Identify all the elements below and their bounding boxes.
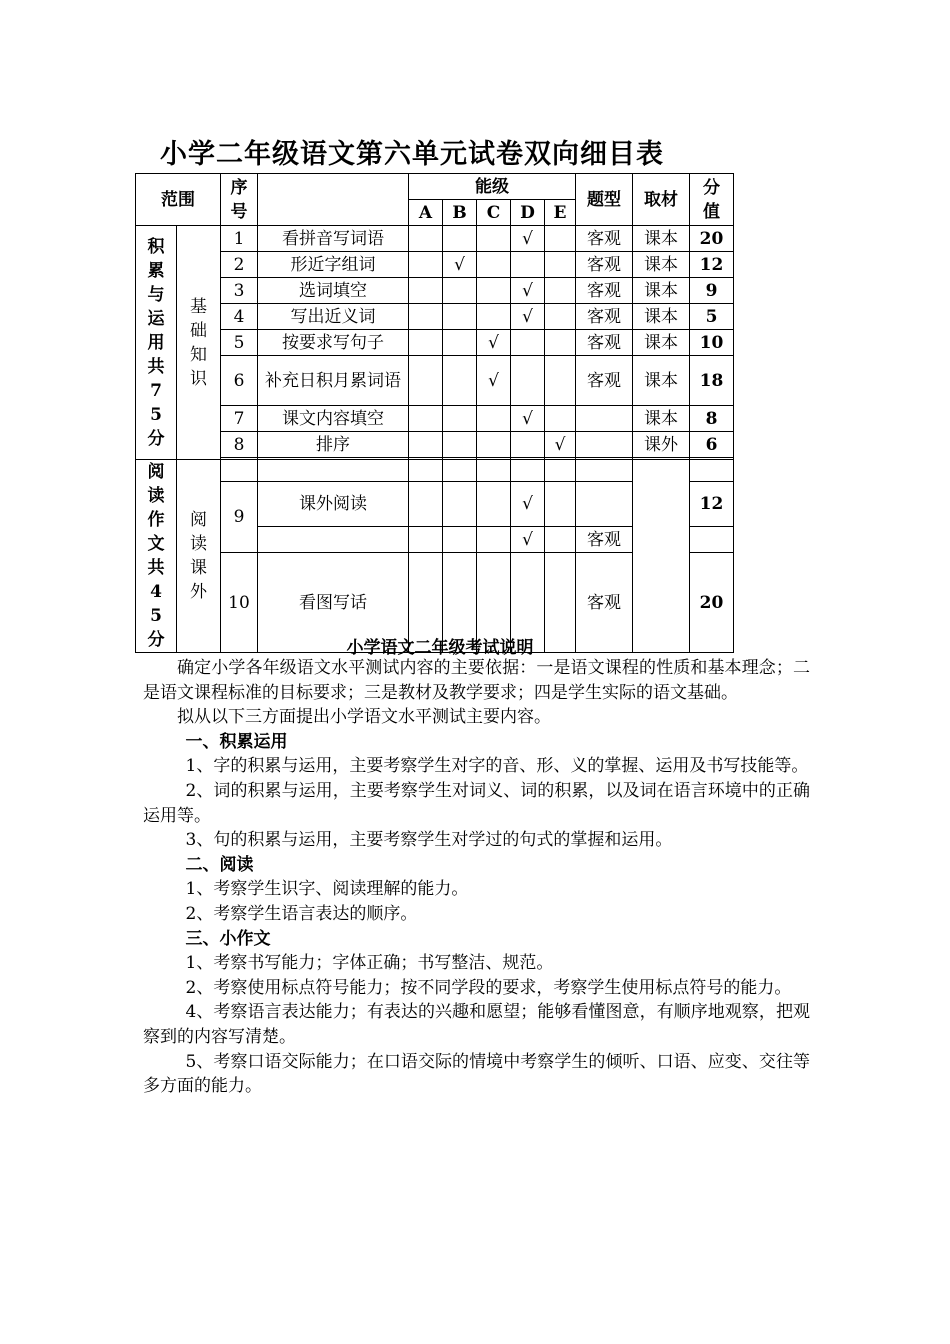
header-type: 题型 — [576, 174, 633, 226]
subsection-basic-knowledge: 基础知识 — [177, 226, 221, 460]
check-mark: √ — [511, 527, 545, 553]
check-mark: √ — [477, 356, 511, 406]
level-a: A — [409, 200, 443, 226]
table-row: 6 补充日积月累词语 √ 客观 课本 18 — [136, 356, 734, 406]
check-mark: √ — [477, 330, 511, 356]
subsection-reading: 阅读课外 — [177, 460, 221, 653]
table-row: 5 按要求写句子 √ 客观 课本 10 — [136, 330, 734, 356]
section-reading-writing: 阅读作文共45分 — [136, 460, 177, 653]
section-heading: 三、小作文 — [185, 928, 271, 949]
check-mark: √ — [545, 432, 576, 458]
header-score: 分值 — [690, 174, 734, 226]
check-mark: √ — [511, 406, 545, 432]
table-row: 积累与运用共75分 基础知识 1 看拼音写词语 √ 客观 课本 20 — [136, 226, 734, 252]
check-mark: √ — [511, 482, 545, 527]
list-item: 3、句的积累与运用，主要考察学生对学过的句式的掌握和运用。 — [185, 830, 673, 851]
header-range: 范围 — [136, 174, 221, 226]
table-row: 3 选词填空 √ 客观 课本 9 — [136, 278, 734, 304]
table-row: 10 看图写话 客观 20 — [136, 553, 734, 653]
section-heading: 二、阅读 — [185, 854, 254, 875]
list-item: 2、考察使用标点符号能力；按不同学段的要求，考察学生使用标点符号的能力。 — [185, 977, 792, 998]
level-b: B — [443, 200, 477, 226]
list-item: 4、考察语言表达能力；有表达的兴趣和愿望；能够看懂图意，有顺序地观察，把观察到的内容写清楚。 — [143, 1002, 810, 1047]
list-item: 1、考察学生识字、阅读理解的能力。 — [185, 879, 469, 900]
list-item: 2、考察学生语言表达的顺序。 — [185, 903, 418, 924]
list-item: 1、考察书写能力；字体正确；书写整洁、规范。 — [185, 953, 554, 974]
table-row: 4 写出近义词 √ 客观 课本 5 — [136, 304, 734, 330]
table-row: 7 课文内容填空 √ 课本 8 — [136, 406, 734, 432]
header-source: 取材 — [633, 174, 690, 226]
header-content — [258, 174, 409, 226]
table-row: √ 客观 — [136, 527, 734, 553]
explanation-title: 小学语文二年级考试说明 — [346, 638, 534, 658]
level-c: C — [477, 200, 511, 226]
intro-paragraph: 确定小学各年级语文水平测试内容的主要依据：一是语文课程的性质和基本理念；二是语文课程标准的目标要求；三是教材及教学要求；四是学生实际的语文基础。 — [143, 658, 810, 703]
check-mark: √ — [511, 226, 545, 252]
table-row: 2 形近字组词 √ 客观 课本 12 — [136, 252, 734, 278]
specification-table — [135, 173, 734, 653]
check-mark: √ — [511, 304, 545, 330]
section-accumulation: 积累与运用共75分 — [136, 226, 177, 460]
page-title: 小学二年级语文第六单元试卷双向细目表 — [160, 139, 664, 170]
table-row: 8 排序 √ 课外 6 — [136, 432, 734, 458]
header-ability: 能级 — [409, 174, 576, 200]
table-row: 9 课外阅读 √ 12 — [136, 482, 734, 527]
section-heading: 一、积累运用 — [185, 731, 288, 752]
header-seq: 序号 — [221, 174, 258, 226]
check-mark: √ — [443, 252, 477, 278]
list-item: 5、考察口语交际能力；在口语交际的情境中考察学生的倾听、口语、应变、交往等多方面的能力。 — [143, 1051, 810, 1097]
check-mark: √ — [511, 278, 545, 304]
level-d: D — [511, 200, 545, 226]
list-item: 1、字的积累与运用，主要考察学生对字的音、形、义的掌握、运用及书写技能等。 — [185, 756, 809, 777]
explanation-body — [143, 656, 810, 1099]
list-item: 2、词的积累与运用，主要考察学生对词义、词的积累，以及词在语言环境中的正确运用等。 — [143, 780, 810, 826]
level-e: E — [545, 200, 576, 226]
lead-paragraph: 拟从以下三方面提出小学语文水平测试主要内容。 — [177, 707, 551, 728]
